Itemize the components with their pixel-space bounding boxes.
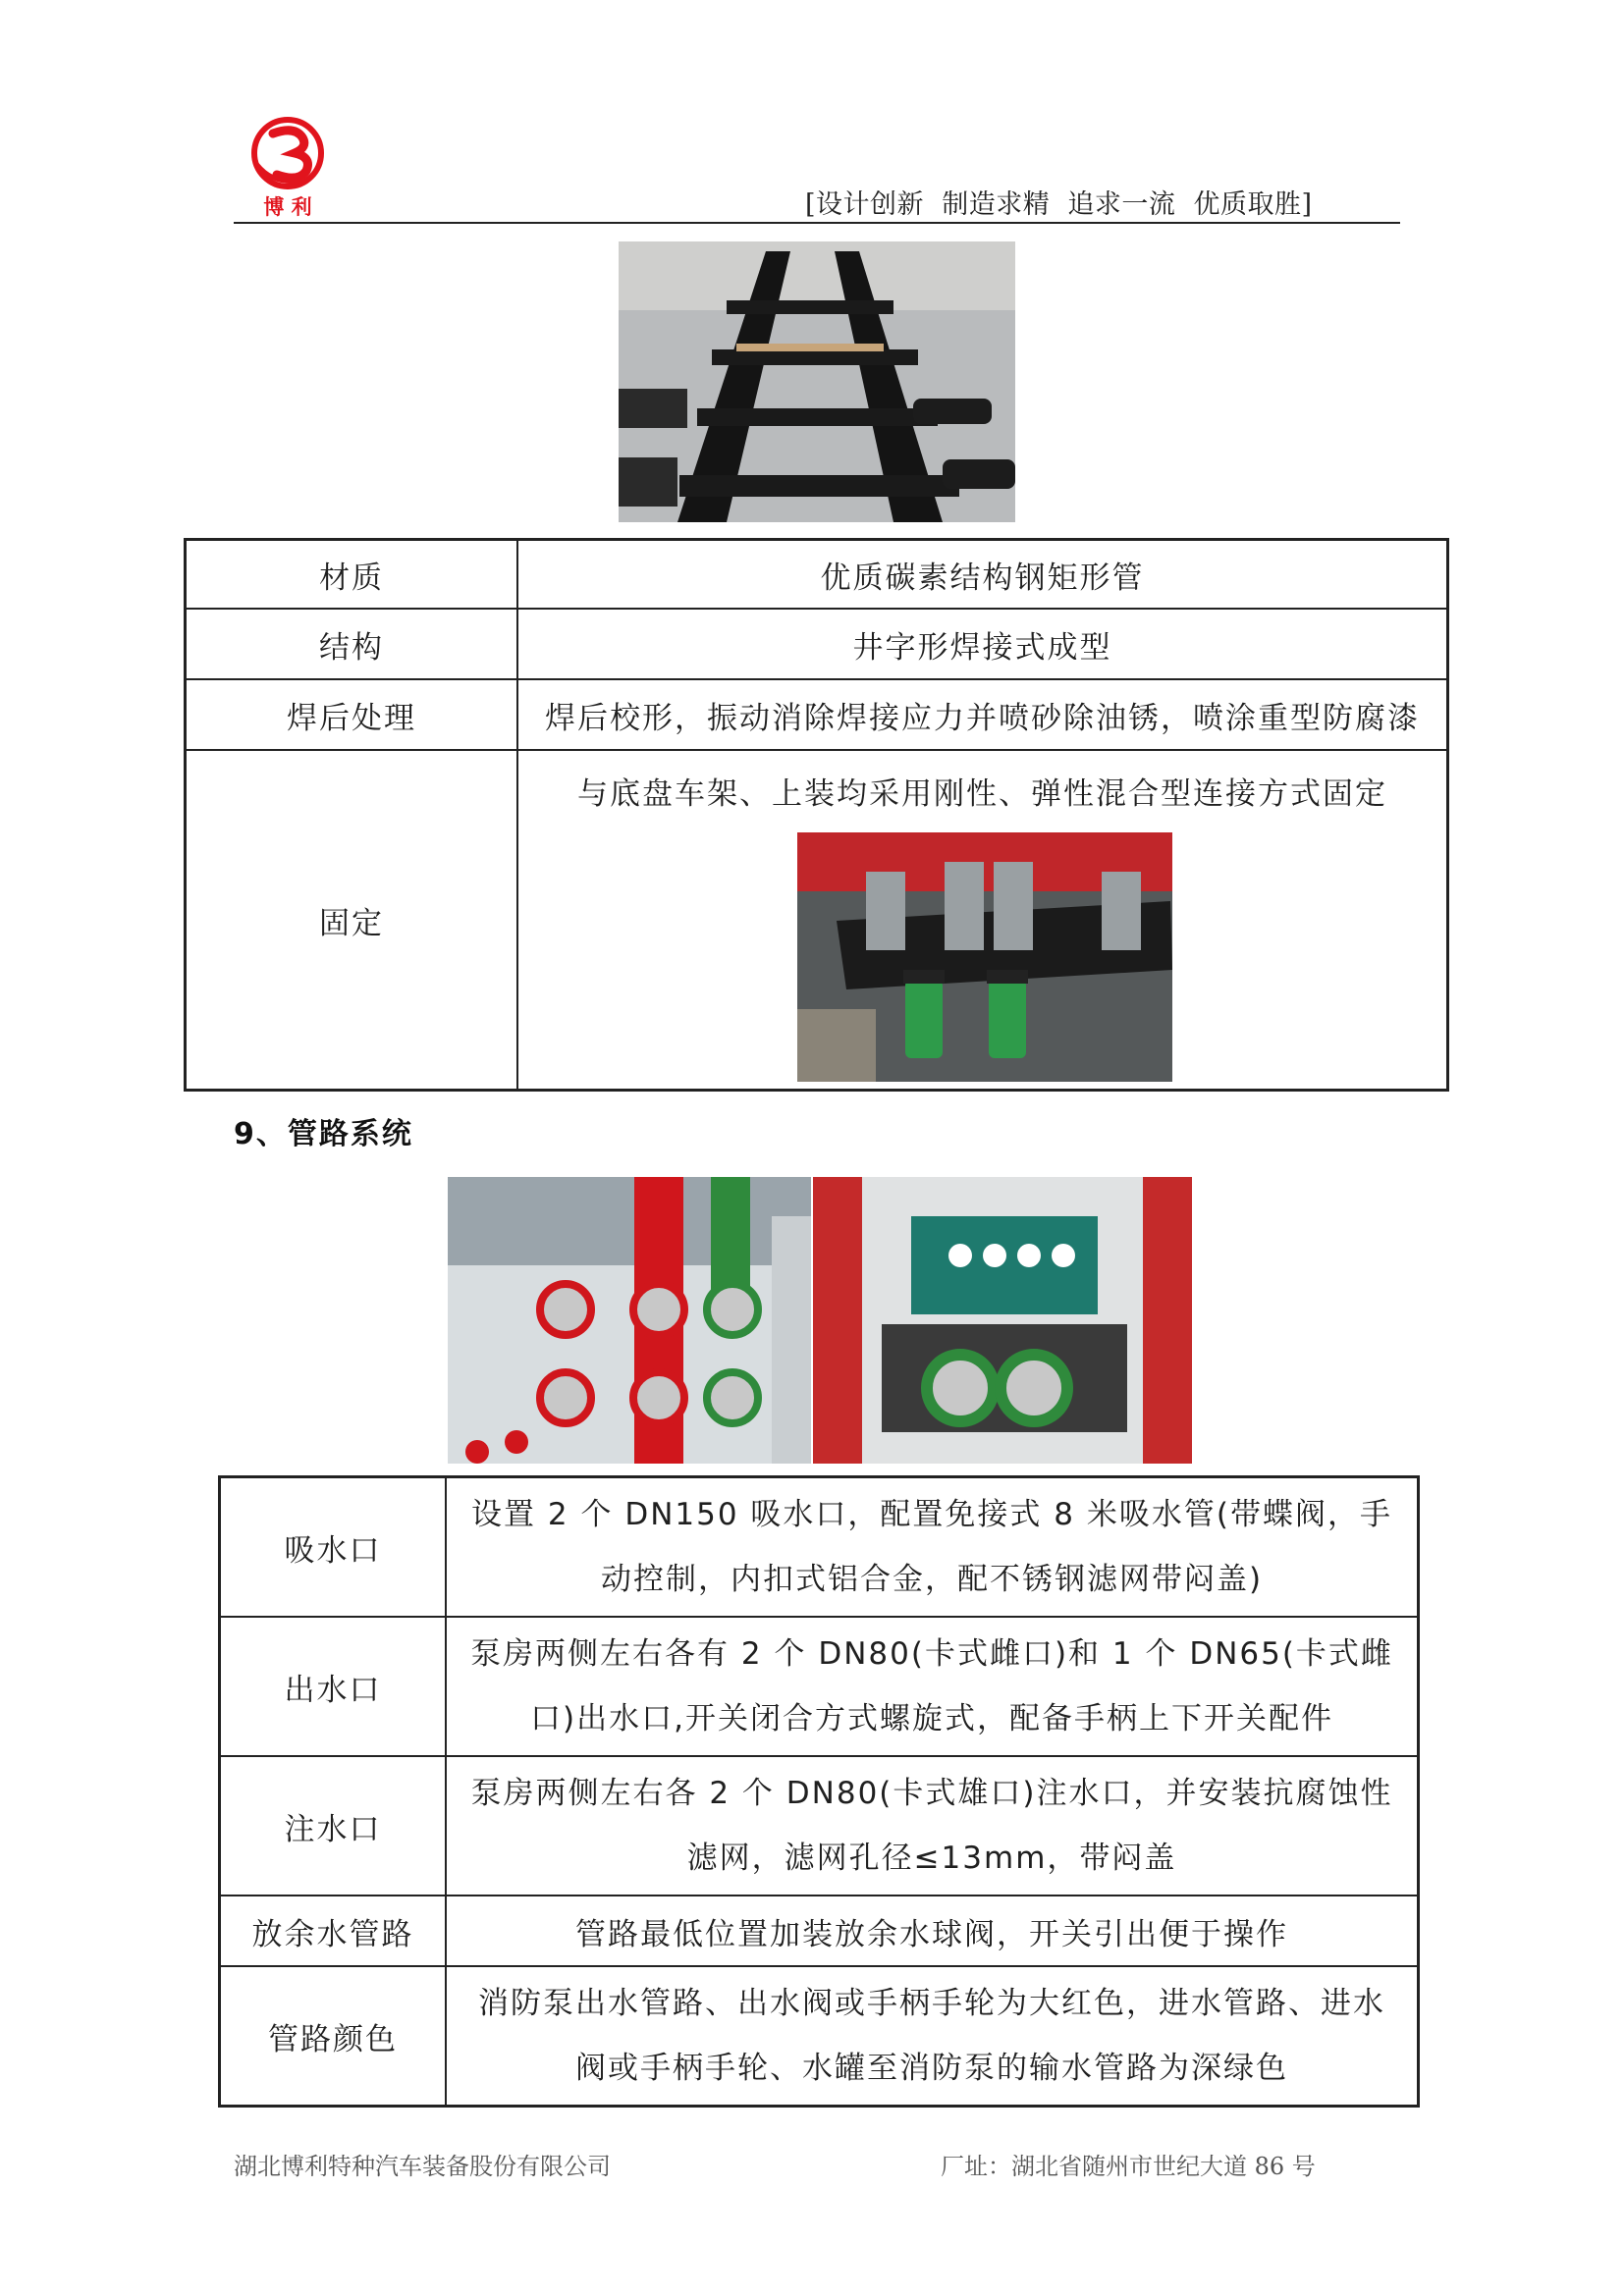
- spec-label: 出水口: [220, 1617, 446, 1756]
- spec-value: 消防泵出水管路、出水阀或手柄手轮为大红色，进水管路、进水阀或手柄手轮、水罐至消防泵的输水管路为深绿色: [446, 1966, 1418, 2106]
- header-divider: [234, 222, 1400, 224]
- table-row: [220, 1966, 1418, 2106]
- table-row: [220, 1756, 1418, 1896]
- pump-room-photo: [813, 1177, 1192, 1464]
- footer-company: 湖北博利特种汽车装备股份有限公司: [234, 2153, 611, 2180]
- svg-text:博 利: 博 利: [263, 195, 312, 218]
- table-row: [220, 1477, 1418, 1617]
- spec-value: 焊后校形，振动消除焊接应力并喷砂除油锈，喷涂重型防腐漆: [517, 679, 1447, 750]
- footer-address: 厂址：湖北省随州市世纪大道 86 号: [941, 2153, 1316, 2180]
- subframe-photo: [619, 241, 1015, 522]
- spec-value: 与底盘车架、上装均采用刚性、弹性混合型连接方式固定: [577, 776, 1387, 812]
- spec-value: 井字形焊接式成型: [517, 609, 1447, 679]
- spec-label: 结构: [186, 609, 517, 679]
- pipe-valve-photo: [448, 1177, 811, 1464]
- company-slogan: [设计创新 制造求精 追求一流 优质取胜]: [805, 189, 1313, 220]
- spec-label: 固定: [186, 750, 517, 1090]
- spec-label: 注水口: [220, 1756, 446, 1896]
- section-heading: 9、管路系统: [234, 1117, 413, 1151]
- table-row: [220, 1617, 1418, 1756]
- spec-value: 优质碳素结构钢矩形管: [517, 540, 1447, 609]
- table-row: [186, 679, 1447, 750]
- table-row: [220, 1896, 1418, 1966]
- spec-label: 吸水口: [220, 1477, 446, 1617]
- spec-label: 管路颜色: [220, 1966, 446, 2106]
- pipe-spec-table: [218, 1475, 1420, 2108]
- table-row: [186, 540, 1447, 609]
- company-logo: [244, 116, 332, 218]
- mount-photo: [797, 832, 1172, 1082]
- spec-value: 泵房两侧左右各有 2 个 DN80(卡式雌口)和 1 个 DN65(卡式雌口)出水口,开关闭合方式螺旋式，配备手柄上下开关配件: [446, 1617, 1418, 1756]
- spec-label: 材质: [186, 540, 517, 609]
- spec-label: 放余水管路: [220, 1896, 446, 1966]
- spec-label: 焊后处理: [186, 679, 517, 750]
- table-row: [186, 609, 1447, 679]
- spec-value: 泵房两侧左右各 2 个 DN80(卡式雄口)注水口，并安装抗腐蚀性滤网，滤网孔径≤13mm，带闷盖: [446, 1756, 1418, 1896]
- spec-value: 管路最低位置加装放余水球阀，开关引出便于操作: [446, 1896, 1418, 1966]
- spec-value: 设置 2 个 DN150 吸水口，配置免接式 8 米吸水管(带蝶阀，手动控制，内扣式铝合金，配不锈钢滤网带闷盖): [446, 1477, 1418, 1617]
